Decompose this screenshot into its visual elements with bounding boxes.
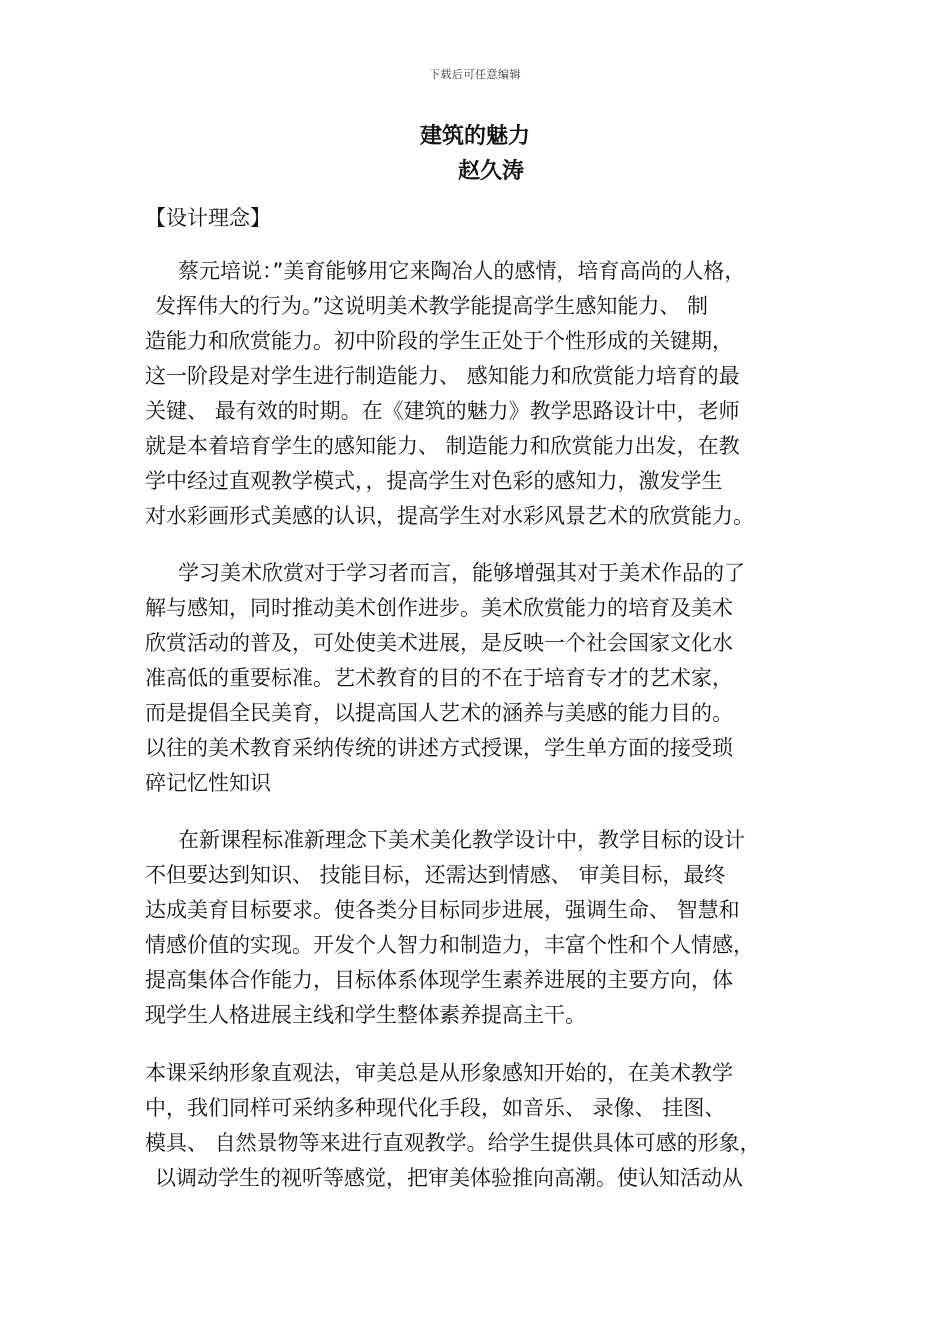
- paragraph-line: 达成美育目标要求。使各类分目标同步进展，强调生命、 智慧和: [145, 898, 740, 922]
- paragraph-line: 而是提倡全民美育，以提高国人艺术的涵养与美感的能力目的。: [145, 701, 733, 725]
- paragraph-line: 解与感知，同时推动美术创作进步。美术欣赏能力的培育及美术: [145, 596, 733, 620]
- paragraph-line: 关键、 最有效的时期。在《建筑的魅力》教学思路设计中，老师: [145, 399, 740, 423]
- paragraph-line: 就是本着培育学生的感知能力、 制造能力和欣赏能力出发，在教: [145, 434, 740, 458]
- paragraph-line: 本课采纳形象直观法，审美总是从形象感知开始的，在美术教学: [145, 1061, 733, 1085]
- paragraph-line: 在新课程标准新理念下美术美化教学设计中，教学目标的设计: [178, 828, 745, 852]
- paragraph-line: 学中经过直观教学模式，，提高学生对色彩的感知力，激发学生: [145, 469, 723, 493]
- document-author: 赵久涛: [458, 159, 525, 184]
- paragraph-line: 这一阶段是对学生进行制造能力、 感知能力和欣赏能力培育的最: [145, 364, 740, 388]
- paragraph-line: 模具、 自然景物等来进行直观教学。给学生提供具体可感的形象，: [145, 1131, 761, 1155]
- paragraph-line: 以调动学生的视听等感觉，把审美体验推向高潮。使认知活动从: [155, 1166, 743, 1190]
- paragraph-line: 造能力和欣赏能力。初中阶段的学生正处于个性形成的关键期，: [145, 329, 733, 353]
- paragraph-line: 对水彩画形式美感的认识，提高学生对水彩风景艺术的欣赏能力。: [145, 504, 754, 528]
- paragraph-line: 发挥伟大的行为。”这说明美术教学能提高学生感知能力、 制: [155, 294, 709, 318]
- paragraph-line: 准高低的重要标准。艺术教育的目的不在于培育专才的艺术家，: [145, 666, 733, 690]
- paragraph-line: 中，我们同样可采纳多种现代化手段，如音乐、 录像、 挂图、: [145, 1096, 726, 1120]
- paragraph-line: 碎记忆性知识: [145, 771, 271, 795]
- paragraph-line: 蔡元培说：”美育能够用它来陶冶人的感情，培育高尚的人格，: [178, 259, 746, 283]
- document-title: 建筑的魅力: [419, 124, 530, 149]
- paragraph-line: 学习美术欣赏对于学习者而言，能够增强其对于美术作品的了: [178, 561, 745, 585]
- paragraph-line: 情感价值的实现。开发个人智力和制造力，丰富个性和个人情感，: [145, 933, 754, 957]
- paragraph-line: 提高集体合作能力，目标体系体现学生素养进展的主要方向，体: [145, 968, 733, 992]
- paragraph-line: 欣赏活动的普及，可处使美术进展，是反映一个社会国家文化水: [145, 631, 733, 655]
- paragraph-line: 不但要达到知识、 技能目标，还需达到情感、 审美目标，最终: [145, 863, 726, 887]
- header-note: 下载后可任意编辑: [429, 68, 521, 81]
- section-heading: 【设计理念】: [145, 206, 271, 230]
- paragraph-line: 现学生人格进展主线和学生整体素养提高主干。: [145, 1003, 586, 1027]
- paragraph-line: 以往的美术教育采纳传统的讲述方式授课，学生单方面的接受琐: [145, 736, 733, 760]
